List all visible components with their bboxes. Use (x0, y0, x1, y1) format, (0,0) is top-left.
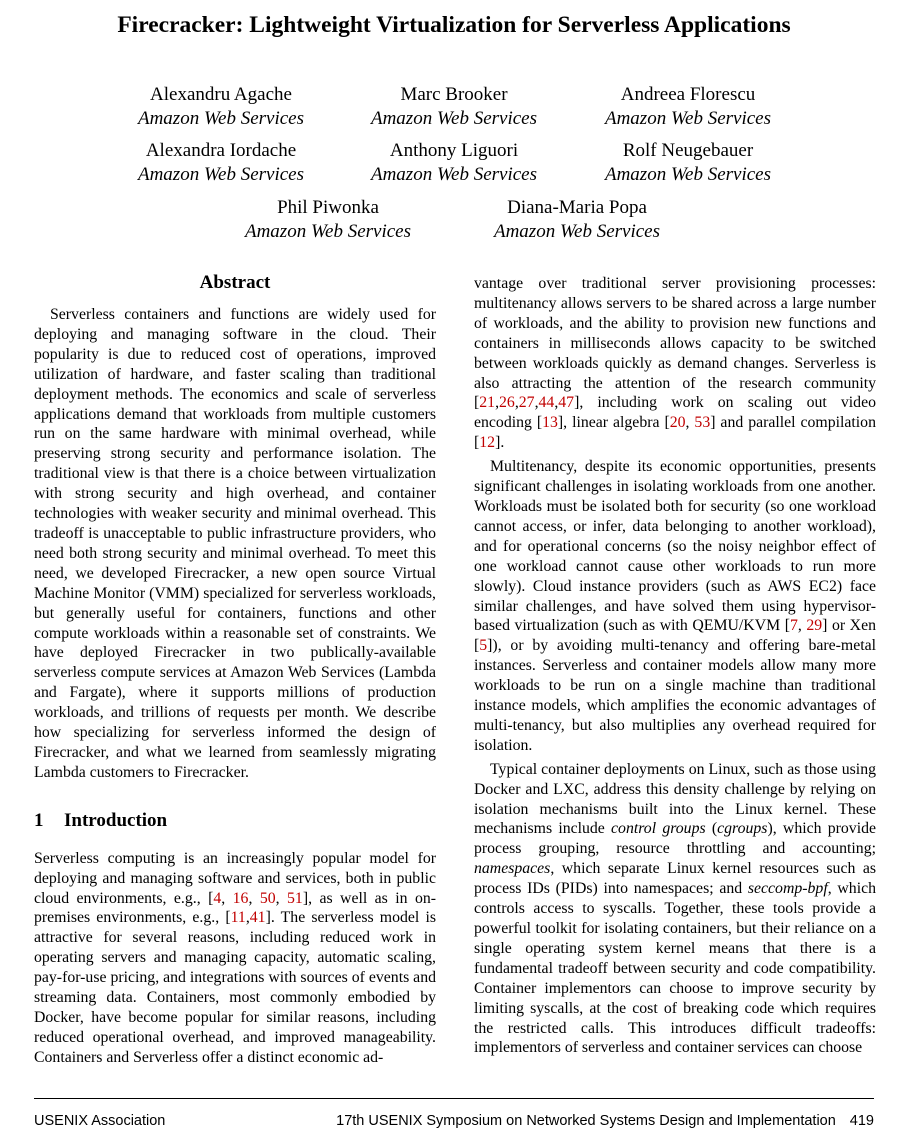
author-affiliation: Amazon Web Services (370, 163, 538, 185)
paragraph-text: , which separate Linux kernel resources such as process IDs (PIDs) into namespaces; and (474, 860, 876, 898)
section-number: 1 (34, 809, 44, 831)
citation-link[interactable]: 13 (542, 414, 558, 432)
paragraph-text: ], as well as in on-premises environments, e.g., [ (34, 889, 437, 927)
left-column (34, 271, 436, 1068)
citation-link[interactable]: 29 (806, 617, 823, 635)
citation-separator: , (275, 889, 288, 907)
footer-rule (34, 1098, 874, 1099)
citation-link[interactable]: 53 (694, 414, 711, 432)
citation-link[interactable]: 12 (479, 434, 496, 452)
citation-link[interactable]: 50 (259, 889, 276, 907)
citation-separator: , (534, 394, 539, 412)
intro-paragraph-1-continued (474, 274, 876, 453)
citation-separator: , (797, 617, 807, 635)
author-name: Rolf Neugebauer (622, 140, 754, 161)
citation-link[interactable]: 16 (232, 889, 249, 907)
author-name: Diana-Maria Popa (507, 197, 647, 218)
paragraph-text: , which controls access to syscalls. Together, these tools provide a powerful toolkit for isolating containers, but their reliance on a single operating system kernel means that there is a fundamental tradeoff between security and code compatibility. Container implementors can choose to improve security by limiting syscalls, at the cost of breaking code which requires the restricted calls. This introduces difficult tradeoffs: implementors of serverless and container services can choose (474, 880, 876, 1057)
paragraph-text: Serverless computing is an increasingly popular model for deploying and managing software and services, both in public cloud environments, e.g., [ (34, 849, 436, 907)
author-affiliation: Amazon Web Services (370, 107, 538, 129)
author-affiliation: Amazon Web Services (493, 220, 661, 242)
paragraph-text: ] and parallel compilation [ (474, 414, 876, 452)
author-block (91, 139, 351, 186)
citation-separator: , (554, 394, 559, 412)
section-title: Introduction (64, 809, 168, 831)
author-name: Anthony Liguori (389, 140, 519, 161)
citation-link[interactable]: 41 (249, 909, 266, 927)
citation-link[interactable]: 26 (499, 394, 515, 412)
footer-venue (336, 1112, 874, 1130)
author-block (91, 83, 351, 130)
paragraph-text: ( (705, 820, 718, 838)
emphasis-term: cgroups (717, 820, 768, 838)
paragraph-text: ]), or by avoiding multi-tenancy and offering bare-metal instances. Serverless and container models allow many more workloads to be run on a single machine than traditional instance models, which amplifies the economic advantages of multi-tenancy, but also multiplies any overhead required for isolation. (474, 637, 876, 754)
paragraph-text: ]. (495, 434, 505, 452)
citation-link[interactable]: 51 (287, 889, 303, 907)
footer-association: USENIX Association (34, 1113, 166, 1129)
citation-separator: , (514, 394, 519, 412)
paragraph-text: ], linear algebra [ (557, 414, 670, 432)
author-affiliation: Amazon Web Services (137, 107, 305, 129)
paragraph-text: ] or Xen [ (474, 617, 876, 655)
intro-paragraph-1 (34, 849, 436, 1068)
paper-title: Firecracker: Lightweight Virtualization for Serverless Applications (117, 12, 791, 38)
citation-separator: , (245, 909, 250, 927)
citation-link[interactable]: 27 (518, 394, 535, 412)
page-number: 419 (849, 1113, 874, 1129)
author-affiliation: Amazon Web Services (244, 220, 412, 242)
author-block (447, 196, 707, 243)
section-heading-introduction (34, 809, 436, 833)
citation-link[interactable]: 20 (669, 414, 686, 432)
author-affiliation: Amazon Web Services (137, 163, 305, 185)
intro-paragraph-3 (474, 760, 876, 1059)
citation-separator: , (248, 889, 260, 907)
author-name: Andreea Florescu (620, 84, 756, 105)
abstract-text: Serverless containers and functions are widely used for deploying and managing software in the cloud. Their popularity is due to reduced cost of operations, improved utilization of hardware, and faster scaling than traditional deployment methods. The economics and scale of serverless applications demand that workloads from multiple customers run on the same hardware with minimal overhead, while preserving strong security and performance isolation. The traditional view is that there is a choice between virtualization with strong security and high overhead, and container technologies with weaker security and minimal overhead. This tradeoff is unacceptable to public infrastructure providers, who need both strong security and minimal overhead. To meet this need, we developed Firecracker, a new open source Virtual Machine Monitor (VMM) specialized for serverless workloads, but generally useful for containers, functions and other compute workloads within a reasonable set of constraints. We have deployed Firecracker in two publically-available serverless compute services at Amazon Web Services (Lambda and Fargate), where it supports millions of production workloads, and trillions of requests per month. We describe how specializing for serverless informed the design of Firecracker, and what we learned from seamlessly migrating Lambda customers to Firecracker. (34, 306, 436, 781)
paragraph-text: Typical container deployments on Linux, such as those using Docker and LXC, address this density challenge by relying on isolation mechanisms built into the Linux kernel. These mechanisms include (474, 760, 876, 838)
author-name: Marc Brooker (400, 84, 508, 105)
author-block (324, 139, 584, 186)
emphasis-term: namespaces (474, 860, 551, 878)
abstract-heading: Abstract (199, 272, 271, 293)
citation-link[interactable]: 21 (479, 394, 496, 412)
citation-separator: , (685, 414, 695, 432)
author-affiliation: Amazon Web Services (604, 107, 772, 129)
emphasis-term: seccomp-bpf (747, 880, 828, 898)
author-block (198, 196, 458, 243)
citation-separator: , (495, 394, 500, 412)
citation-link[interactable]: 47 (558, 394, 575, 412)
author-block (558, 83, 818, 130)
paragraph-text: vantage over traditional server provisioning processes: multitenancy allows servers to be shared across a large number of workloads, and the ability to provision new functions and containers in milliseconds allows capacity to be switched between workloads quickly as demand changes. Serverless is also attracting the attention of the research community [ (474, 275, 876, 412)
paragraph-text: Multitenancy, despite its economic opportunities, presents significant challenges in isolating workloads from one another. Workloads must be isolated both for security (so one workload cannot access, or infer, data belonging to another workload), and for operational concerns (so the noisy neighbor effect of one workload cannot cause other workloads to run more slowly). Cloud instance providers (such as AWS EC2) face similar challenges, and have solved them using hypervisor-based virtualization (such as with QEMU/KVM [ (474, 458, 876, 635)
author-block (324, 83, 584, 130)
citation-link[interactable]: 7 (789, 617, 798, 635)
intro-paragraph-2 (474, 457, 876, 756)
author-name: Phil Piwonka (277, 197, 379, 218)
citation-link[interactable]: 11 (230, 909, 246, 927)
paragraph-text: ]. The serverless model is attractive for several reasons, including reduced work in operating servers and managing capacity, automatic scaling, pay-for-use pricing, and integrations with sources of events and streaming data. Containers, most commonly embodied by Docker, have become popular for similar reasons, including reduced operational overhead, and improved manageability. Containers and Serverless offer a distinct economic ad- (34, 909, 436, 1066)
citation-link[interactable]: 4 (213, 889, 222, 907)
emphasis-term: control groups (611, 820, 706, 838)
footer-venue-text: 17th USENIX Symposium on Networked Systems Design and Implementation (336, 1113, 836, 1129)
author-name: Alexandra Iordache (145, 140, 297, 161)
citation-link[interactable]: 44 (538, 394, 555, 412)
citation-separator: , (221, 889, 233, 907)
author-name: Alexandru Agache (150, 84, 292, 105)
paragraph-text: ], including work on scaling out video encoding [ (474, 394, 876, 432)
right-column (474, 274, 876, 1058)
author-block (558, 139, 818, 186)
citation-link[interactable]: 5 (479, 637, 488, 655)
paragraph-text: ), which provide process grouping, resource throttling and accounting; (474, 820, 876, 858)
author-affiliation: Amazon Web Services (604, 163, 772, 185)
